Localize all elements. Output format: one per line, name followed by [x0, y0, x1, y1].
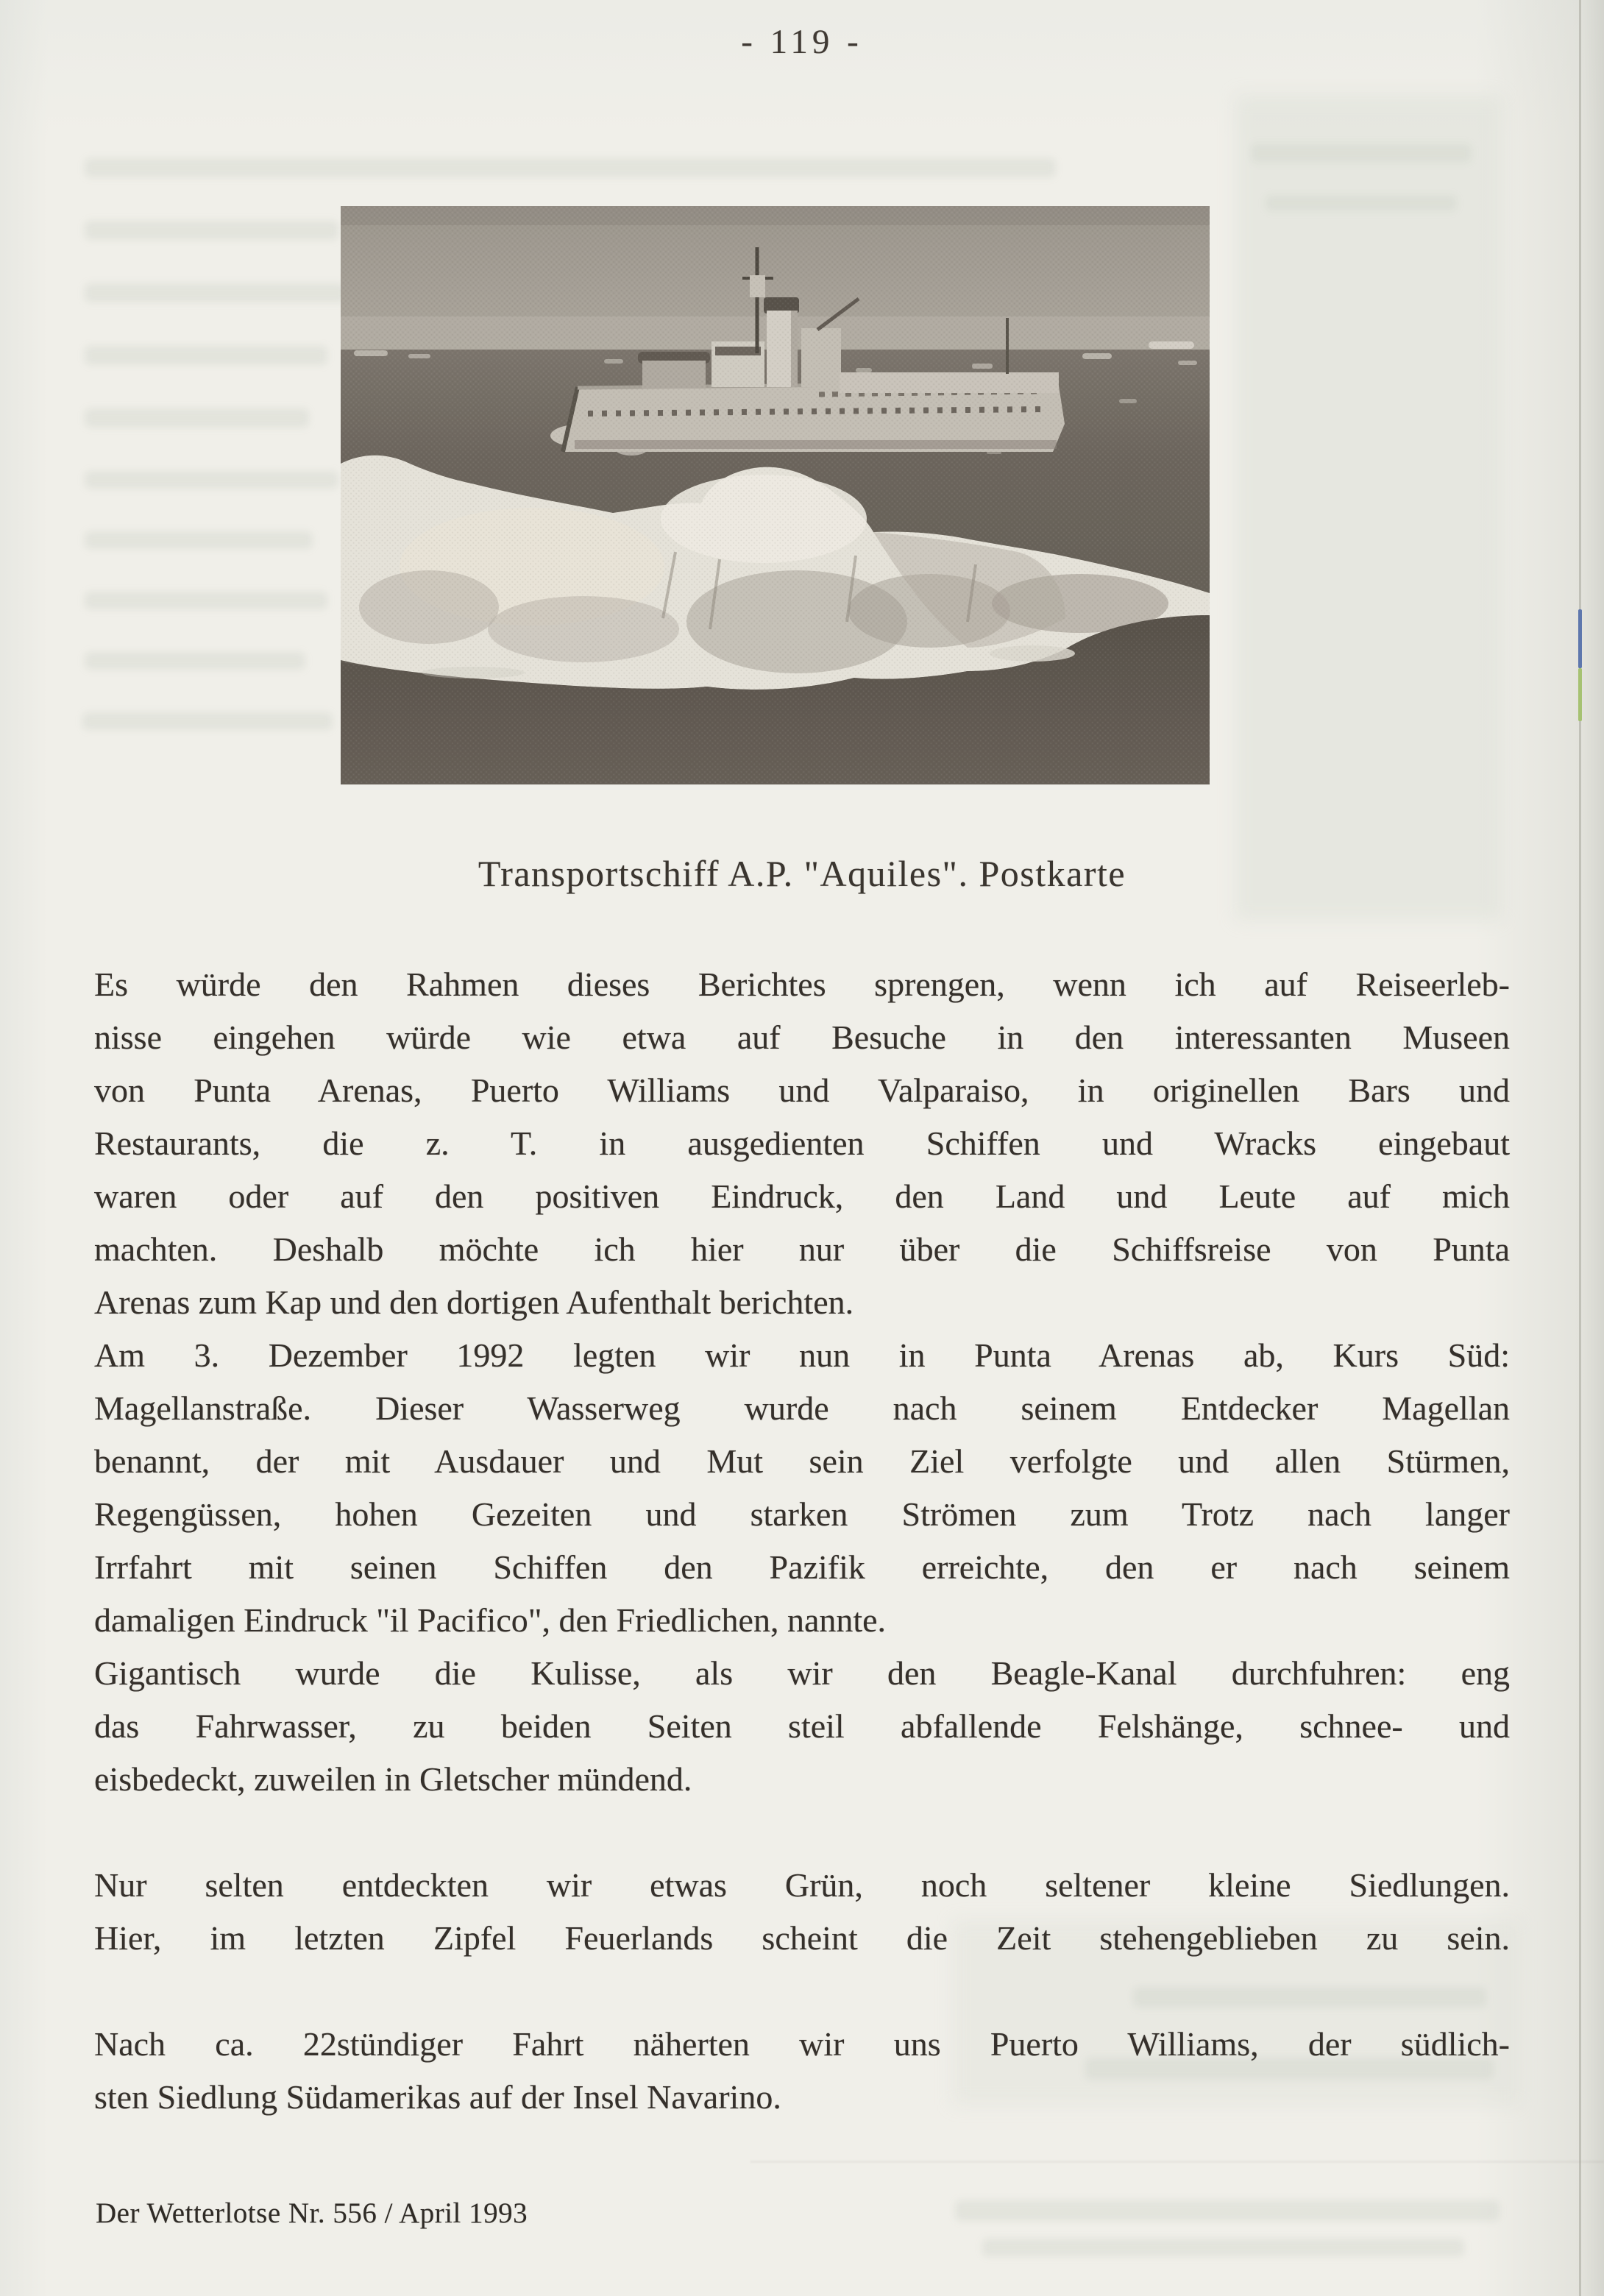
text-line: Hier, im letzten Zipfel Feuerlands scheint die Zeit stehengeblieben zu sein.	[94, 1919, 1510, 1957]
edge-mark-blue-icon	[1578, 609, 1582, 668]
text-line: machten. Deshalb möchte ich hier nur über die Schiffsreise von Punta	[94, 1230, 1510, 1268]
text-line: Es würde den Rahmen dieses Berichtes sprengen, wenn ich auf Reiseerleb-	[94, 965, 1510, 1003]
text-line: nisse eingehen würde wie etwa auf Besuche in den interessanten Museen	[94, 1018, 1510, 1056]
paragraph	[94, 1647, 1510, 1806]
edge-mark-green-icon	[1578, 668, 1582, 721]
text-line: sten Siedlung Südamerikas auf der Insel Navarino.	[94, 2078, 781, 2116]
bleed-through-ghost	[85, 283, 346, 302]
bleed-through-ghost	[85, 408, 309, 428]
text-line: waren oder auf den positiven Eindruck, den Land und Leute auf mich	[94, 1177, 1510, 1215]
bleed-through-ghost	[85, 531, 313, 549]
ship-iceberg-photo-svg	[341, 206, 1210, 784]
text-line: Nur selten entdeckten wir etwas Grün, noch seltener kleine Siedlungen.	[94, 1866, 1510, 1904]
bleed-through-ghost	[955, 2200, 1500, 2221]
bleed-through-ghost	[82, 712, 333, 730]
text-line: eisbedeckt, zuweilen in Gletscher mündend.	[94, 1760, 692, 1798]
text-line: von Punta Arenas, Puerto Williams und Valparaiso, in originellen Bars und	[94, 1071, 1510, 1109]
bleed-through-ghost	[85, 158, 1056, 177]
paragraph	[94, 958, 1510, 1329]
paragraph	[94, 1329, 1510, 1647]
page-number: - 119 -	[741, 23, 863, 61]
photo-caption: Transportschiff A.P. "Aquiles". Postkarte	[478, 853, 1126, 894]
bleed-through-ghost	[85, 221, 338, 240]
text-line: Arenas zum Kap und den dortigen Aufenthalt berichten.	[94, 1283, 854, 1321]
scan-crease	[750, 2161, 1604, 2163]
bleed-through-ghost	[85, 346, 327, 365]
text-line: Irrfahrt mit seinen Schiffen den Pazifik erreichte, den er nach seinem	[94, 1548, 1510, 1586]
bleed-through-ghost	[85, 471, 338, 489]
ship-iceberg-photo	[341, 206, 1210, 784]
bleed-through-ghost	[85, 592, 327, 609]
text-line: Magellanstraße. Dieser Wasserweg wurde nach seinem Entdecker Magellan	[94, 1389, 1510, 1427]
text-line: Gigantisch wurde die Kulisse, als wir den Beagle-Kanal durchfuhren: eng	[94, 1654, 1510, 1692]
body-text	[94, 958, 1510, 2124]
text-line: Regengüssen, hohen Gezeiten und starken Strömen zum Trotz nach langer	[94, 1495, 1510, 1533]
scan-tint	[1236, 96, 1501, 920]
text-line: benannt, der mit Ausdauer und Mut sein Ziel verfolgte und allen Stürmen,	[94, 1442, 1510, 1480]
paragraph	[94, 2018, 1510, 2124]
text-line: Restaurants, die z. T. in ausgedienten Schiffen und Wracks eingebaut	[94, 1124, 1510, 1162]
bleed-through-ghost	[982, 2239, 1464, 2256]
bleed-through-ghost	[85, 652, 305, 670]
page-edge-line	[1579, 0, 1581, 2296]
text-line: Am 3. Dezember 1992 legten wir nun in Punta Arenas ab, Kurs Süd:	[94, 1336, 1510, 1374]
text-line: das Fahrwasser, zu beiden Seiten steil abfallende Felshänge, schnee- und	[94, 1707, 1510, 1745]
text-line: Nach ca. 22stündiger Fahrt näherten wir uns Puerto Williams, der südlich-	[94, 2025, 1510, 2063]
page-footer: Der Wetterlotse Nr. 556 / April 1993	[96, 2197, 528, 2229]
paragraph	[94, 1859, 1510, 1965]
text-line: damaligen Eindruck "il Pacifico", den Friedlichen, nannte.	[94, 1601, 887, 1639]
